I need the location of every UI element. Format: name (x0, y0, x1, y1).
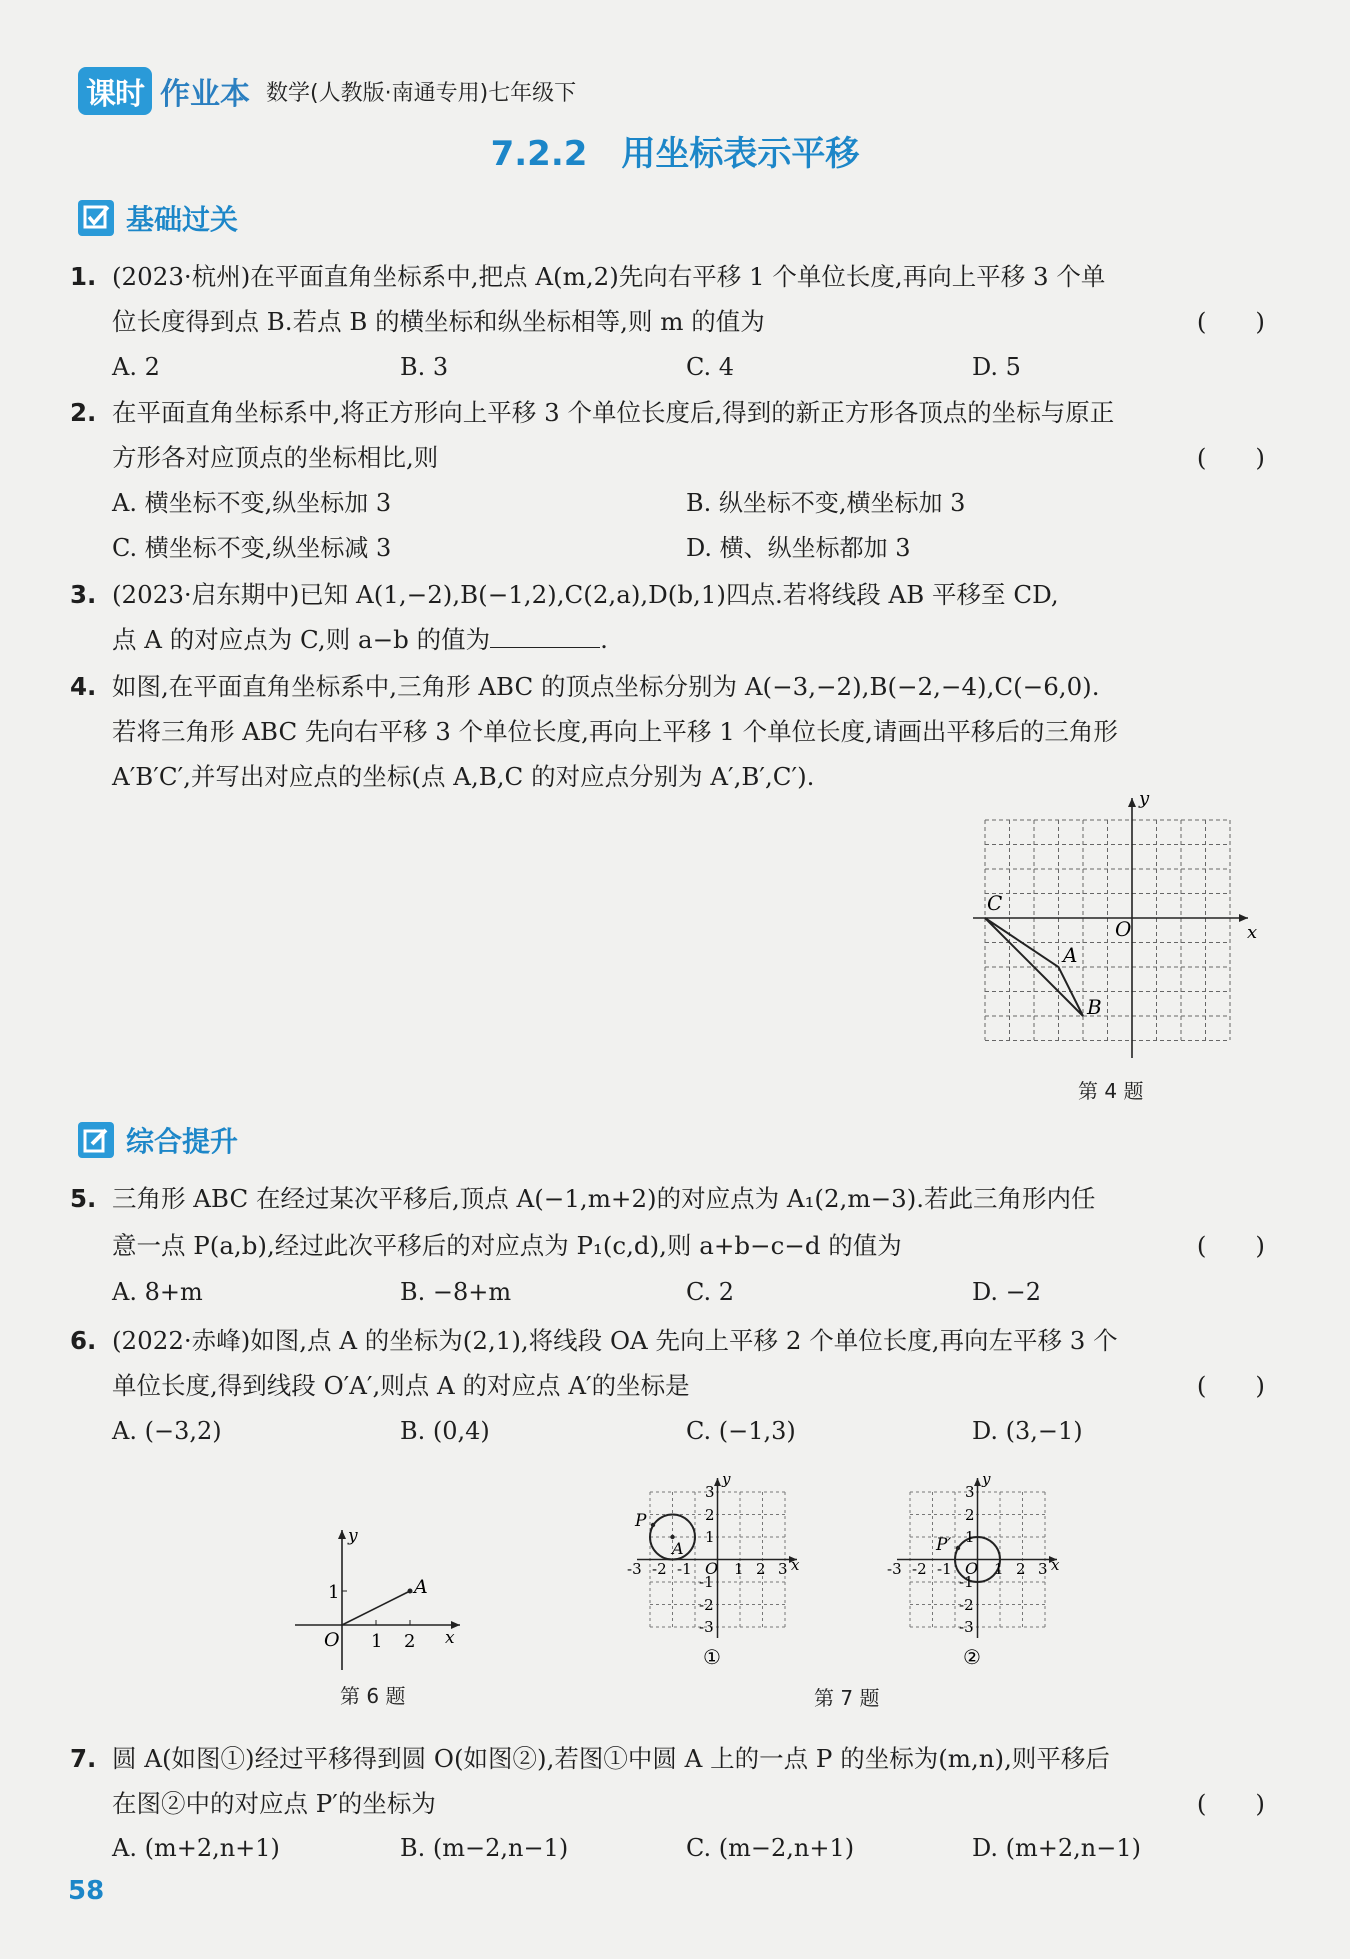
tick-y-3: 3 (965, 1483, 975, 1501)
tick-x-1: 1 (371, 1631, 383, 1652)
section-advanced-label: 综合提升 (126, 1125, 239, 1158)
option-d: D. (3,−1) (972, 1417, 1083, 1445)
label-a: A (672, 1539, 684, 1558)
page-number: 58 (68, 1876, 105, 1906)
tick-x-neg3: -3 (627, 1560, 642, 1578)
page-header (78, 66, 576, 116)
question-number: 2. (70, 398, 97, 427)
question-text-line: 三角形 ABC 在经过某次平移后,顶点 A(−1,m+2)的对应点为 A₁(2,m−3).若此三角形内任 (112, 1184, 1096, 1213)
sub-label-2: ② (963, 1645, 981, 1669)
figure-6-caption: 第 6 题 (340, 1684, 406, 1708)
option-b: B. 纵坐标不变,横坐标加 3 (686, 489, 966, 517)
tick-y-neg2: -2 (699, 1596, 714, 1614)
label-p: P (635, 1511, 647, 1531)
label-origin: O (705, 1559, 719, 1578)
tick-y-2: 2 (705, 1506, 715, 1524)
question-text-line: 方形各对应顶点的坐标相比,则 (112, 443, 439, 472)
sub-label-1: ① (703, 1645, 721, 1669)
question-text-line: (2023·杭州)在平面直角坐标系中,把点 A(m,2)先向右平移 1 个单位长度,再向上平移 3 个单 (112, 262, 1106, 291)
option-d: D. −2 (972, 1278, 1042, 1306)
question-text-line (112, 617, 608, 662)
label-x: x (445, 1628, 455, 1648)
question-number: 6. (70, 1326, 97, 1355)
book-subject: 数学(人教版·南通专用)七年级下 (266, 80, 577, 106)
question-3 (70, 572, 1265, 664)
question-number: 1. (70, 262, 97, 291)
point-p-prime (956, 1546, 960, 1550)
tick-y-2: 2 (965, 1506, 975, 1524)
tick-x-1: 1 (994, 1560, 1004, 1578)
question-text-line: 圆 A(如图①)经过平移得到圆 O(如图②),若图①中圆 A 上的一点 P 的坐标为(m,n),则平移后 (112, 1744, 1110, 1773)
figure-4-grid (965, 790, 1265, 1070)
tick-x-1: 1 (734, 1560, 744, 1578)
option-a: A. 8+m (112, 1278, 203, 1306)
question-4 (70, 664, 1265, 804)
tick-x-neg1: -1 (677, 1560, 692, 1578)
figure-6-axes (290, 1525, 465, 1675)
label-a: A (414, 1576, 428, 1598)
label-origin: O (1115, 917, 1132, 941)
tick-x-3: 3 (1038, 1560, 1048, 1578)
tick-x-neg2: -2 (912, 1560, 927, 1578)
tick-x-2: 2 (1016, 1560, 1026, 1578)
question-number: 5. (70, 1184, 97, 1213)
tick-x-2: 2 (756, 1560, 766, 1578)
question-6 (70, 1318, 1265, 1458)
answer-bracket: ( ) (1196, 1231, 1265, 1260)
option-d: D. 5 (972, 353, 1021, 381)
option-b: B. 3 (400, 353, 449, 381)
option-a: A. 2 (112, 353, 160, 381)
period: . (600, 625, 608, 654)
option-a: A. (−3,2) (112, 1417, 222, 1445)
tick-x-neg3: -3 (887, 1560, 902, 1578)
question-number: 4. (70, 672, 97, 701)
question-text-line: 在图②中的对应点 P′的坐标为 (112, 1789, 436, 1818)
tick-y-neg1: -1 (959, 1573, 974, 1591)
option-a: A. (m+2,n+1) (112, 1834, 280, 1862)
label-origin: O (324, 1629, 340, 1651)
label-y: y (982, 1470, 991, 1488)
label-y: y (348, 1526, 358, 1546)
figure-7-caption: 第 7 题 (814, 1686, 880, 1710)
option-b: B. −8+m (400, 1278, 512, 1306)
question-text-line: 单位长度,得到线段 O′A′,则点 A 的对应点 A′的坐标是 (112, 1371, 690, 1400)
checkbox-icon (78, 200, 114, 236)
option-d: D. 横、纵坐标都加 3 (686, 534, 911, 562)
option-c: C. 4 (686, 353, 735, 381)
brand-name: 作业本 (160, 77, 250, 112)
figure-4-caption: 第 4 题 (1078, 1079, 1144, 1103)
tick-y-neg3: -3 (959, 1618, 974, 1636)
option-c: C. 2 (686, 1278, 735, 1306)
option-c: C. 横坐标不变,纵坐标减 3 (112, 534, 392, 562)
answer-blank[interactable] (490, 627, 600, 648)
tick-y-neg3: -3 (699, 1618, 714, 1636)
label-a: A (1063, 943, 1078, 967)
tick-x-neg1: -1 (937, 1560, 952, 1578)
question-number: 3. (70, 580, 97, 609)
question-1 (70, 254, 1265, 394)
brand-logo: 课时 (78, 67, 152, 115)
segment-oa (342, 1591, 410, 1625)
grid-lines (985, 820, 1230, 1041)
question-2 (70, 390, 1265, 580)
tick-y-3: 3 (705, 1483, 715, 1501)
question-5 (70, 1176, 1265, 1316)
tick-y-1: 1 (965, 1528, 975, 1546)
tick-y-1: 1 (705, 1528, 715, 1546)
point-a (408, 1589, 413, 1594)
label-x: x (1247, 922, 1258, 943)
lesson-title: 7.2.2 用坐标表示平移 (490, 134, 860, 174)
question-text-line: 如图,在平面直角坐标系中,三角形 ABC 的顶点坐标分别为 A(−3,−2),B(−2,−4),C(−6,0). (112, 672, 1100, 701)
tick-y-neg1: -1 (699, 1573, 714, 1591)
option-d: D. (m+2,n−1) (972, 1834, 1141, 1862)
label-c: C (987, 891, 1003, 915)
section-advanced (78, 1120, 238, 1160)
tick-x-3: 3 (778, 1560, 788, 1578)
question-text-line: (2023·启东期中)已知 A(1,−2),B(−1,2),C(2,a),D(b,1)四点.若将线段 AB 平移至 CD, (112, 580, 1059, 609)
question-text-line: A′B′C′,并写出对应点的坐标(点 A,B,C 的对应点分别为 A′,B′,C′). (112, 762, 815, 791)
label-x: x (1051, 1556, 1060, 1574)
option-c: C. (−1,3) (686, 1417, 796, 1445)
label-y: y (1139, 790, 1150, 809)
label-p-prime: P′ (936, 1535, 952, 1555)
answer-bracket: ( ) (1196, 307, 1265, 336)
question-text-line: (2022·赤峰)如图,点 A 的坐标为(2,1),将线段 OA 先向上平移 2 个单位长度,再向左平移 3 个 (112, 1326, 1118, 1355)
section-basic-label: 基础过关 (126, 203, 239, 236)
label-x: x (791, 1556, 800, 1574)
option-b: B. (m−2,n−1) (400, 1834, 569, 1862)
answer-bracket: ( ) (1196, 1371, 1265, 1400)
figure-7-diagram-2 (885, 1470, 1065, 1670)
question-text-line: 意一点 P(a,b),经过此次平移后的对应点为 P₁(c,d),则 a+b−c−d 的值为 (112, 1231, 902, 1260)
question-text-line: 在平面直角坐标系中,将正方形向上平移 3 个单位长度后,得到的新正方形各顶点的坐标与原正 (112, 398, 1115, 427)
tick-y-1: 1 (328, 1582, 340, 1603)
option-c: C. (m−2,n+1) (686, 1834, 855, 1862)
tick-x-neg2: -2 (652, 1560, 667, 1578)
label-b: B (1087, 995, 1102, 1019)
answer-bracket: ( ) (1196, 443, 1265, 472)
question-number: 7. (70, 1744, 97, 1773)
question-7 (70, 1736, 1265, 1876)
answer-bracket: ( ) (1196, 1789, 1265, 1818)
label-y: y (722, 1470, 731, 1488)
question-text-line: 若将三角形 ABC 先向右平移 3 个单位长度,再向上平移 1 个单位长度,请画出平移后的三角形 (112, 717, 1118, 746)
question-text: 点 A 的对应点为 C,则 a−b 的值为 (112, 625, 491, 654)
tick-y-neg2: -2 (959, 1596, 974, 1614)
question-text-line: 位长度得到点 B.若点 B 的横坐标和纵坐标相等,则 m 的值为 (112, 307, 765, 336)
point-p (651, 1523, 655, 1527)
section-basic (78, 198, 238, 238)
option-a: A. 横坐标不变,纵坐标加 3 (112, 489, 392, 517)
tick-x-2: 2 (404, 1631, 416, 1652)
pencil-icon (78, 1122, 114, 1158)
label-origin: O (965, 1559, 979, 1578)
option-b: B. (0,4) (400, 1417, 490, 1445)
figure-7-diagram-1 (625, 1470, 805, 1670)
